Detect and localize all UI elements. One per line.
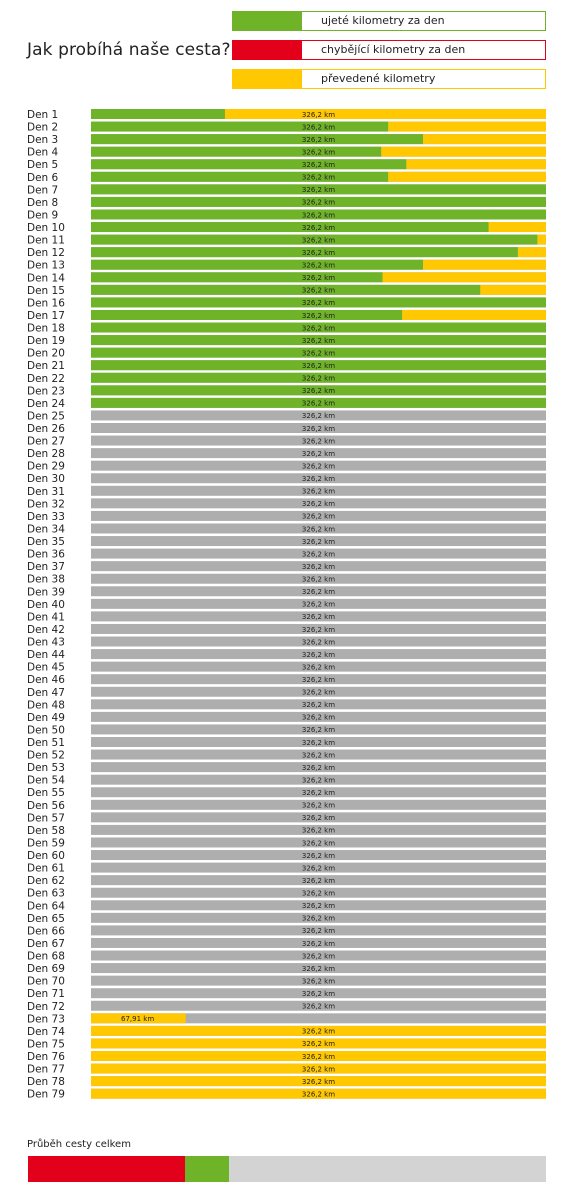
bar-value-label: 326,2 km: [301, 964, 336, 973]
bar-value-label: 326,2 km: [301, 399, 336, 408]
bar-carried: [423, 134, 546, 144]
day-label: Den 27: [27, 435, 65, 448]
bar-driven: [91, 260, 423, 270]
day-label: Den 62: [27, 875, 65, 888]
bar-value-label: 326,2 km: [301, 110, 336, 119]
bar-value-label: 326,2 km: [301, 286, 336, 295]
day-label: Den 9: [27, 209, 59, 222]
day-label: Den 36: [27, 548, 65, 561]
bar-carried: [489, 222, 546, 232]
day-label: Den 60: [27, 850, 65, 863]
total-progress-bar: [28, 1156, 546, 1182]
page-title: Jak probíhá naše cesta?: [27, 40, 231, 60]
bar-driven: [91, 134, 423, 144]
bar-value-label: 326,2 km: [301, 801, 336, 810]
bar-value-label: 326,2 km: [301, 412, 336, 421]
bar-value-label: 326,2 km: [301, 161, 336, 170]
day-label: Den 71: [27, 988, 65, 1001]
bar-driven: [91, 310, 402, 320]
day-label: Den 16: [27, 297, 65, 310]
bar-value-label: 326,2 km: [301, 349, 336, 358]
day-label: Den 12: [27, 247, 65, 260]
bar-value-label: 326,2 km: [301, 173, 336, 182]
bar-value-label: 326,2 km: [301, 638, 336, 647]
day-label: Den 15: [27, 284, 65, 297]
bar-value-label: 326,2 km: [301, 500, 336, 509]
bar-value-label: 326,2 km: [301, 512, 336, 521]
day-label: Den 24: [27, 397, 65, 410]
bar-value-label: 326,2 km: [301, 211, 336, 220]
bar-carried: [388, 172, 546, 182]
day-label: Den 21: [27, 360, 65, 373]
bar-driven: [91, 109, 225, 119]
day-label: Den 59: [27, 837, 65, 850]
legend-label-carried: převedené kilometry: [321, 72, 436, 85]
day-label: Den 64: [27, 900, 65, 913]
day-label: Den 69: [27, 963, 65, 976]
bar-value-label: 326,2 km: [301, 437, 336, 446]
day-label: Den 25: [27, 410, 65, 423]
day-label: Den 30: [27, 473, 65, 486]
bar-value-label: 326,2 km: [301, 299, 336, 308]
day-label: Den 56: [27, 799, 65, 812]
bar-carried: [537, 235, 546, 245]
day-label: Den 40: [27, 598, 65, 611]
day-label: Den 22: [27, 372, 65, 385]
day-label: Den 13: [27, 259, 65, 272]
bar-value-label: 326,2 km: [301, 738, 336, 747]
bar-value-label: 326,2 km: [301, 248, 336, 257]
day-label: Den 18: [27, 322, 65, 335]
bar-value-label: 326,2 km: [301, 462, 336, 471]
bar-value-label: 326,2 km: [301, 726, 336, 735]
day-label: Den 43: [27, 636, 65, 649]
day-label: Den 57: [27, 812, 65, 825]
day-label: Den 45: [27, 661, 65, 674]
day-label: Den 65: [27, 912, 65, 925]
day-label: Den 5: [27, 159, 59, 172]
day-label: Den 1: [27, 109, 59, 121]
bar-value-label: 326,2 km: [301, 613, 336, 622]
bar-value-label: 326,2 km: [301, 311, 336, 320]
day-label: Den 66: [27, 925, 65, 938]
total-driven-segment: [185, 1156, 229, 1182]
bar-value-label: 326,2 km: [301, 575, 336, 584]
bar-value-label: 326,2 km: [301, 851, 336, 860]
bar-value-label: 326,2 km: [301, 688, 336, 697]
bar-value-label: 326,2 km: [301, 713, 336, 722]
day-label: Den 46: [27, 674, 65, 687]
bar-carried: [402, 310, 546, 320]
bar-driven: [91, 285, 480, 295]
legend-label-driven: ujeté kilometry za den: [321, 14, 445, 27]
bar-carried: [406, 159, 546, 169]
bar-value-label: 326,2 km: [301, 600, 336, 609]
day-label: Den 35: [27, 536, 65, 549]
day-label: Den 14: [27, 272, 65, 285]
day-label: Den 53: [27, 762, 65, 775]
day-label: Den 17: [27, 309, 65, 322]
bar-value-label: 326,2 km: [301, 751, 336, 760]
bar-carried: [381, 147, 546, 157]
bar-value-label: 326,2 km: [301, 876, 336, 885]
bar-value-label: 326,2 km: [301, 588, 336, 597]
day-label: Den 68: [27, 950, 65, 963]
total-missing-segment: [28, 1156, 185, 1182]
day-label: Den 72: [27, 1000, 65, 1013]
bar-value-label: 326,2 km: [301, 487, 336, 496]
bar-value-label: 326,2 km: [301, 776, 336, 785]
bar-value-label: 326,2 km: [301, 525, 336, 534]
day-label: Den 2: [27, 121, 59, 134]
bar-value-label: 326,2 km: [301, 449, 336, 458]
bar-value-label: 326,2 km: [301, 1090, 336, 1099]
bar-value-label: 326,2 km: [301, 475, 336, 484]
day-label: Den 8: [27, 196, 59, 209]
bar-value-label: 326,2 km: [301, 1002, 336, 1011]
day-label: Den 4: [27, 146, 59, 159]
day-label: Den 19: [27, 335, 65, 348]
bar-value-label: 326,2 km: [301, 223, 336, 232]
day-label: Den 77: [27, 1063, 65, 1076]
legend-label-missing: chybějící kilometry za den: [321, 43, 466, 56]
bar-value-label: 326,2 km: [301, 123, 336, 132]
day-label: Den 49: [27, 711, 65, 724]
day-label: Den 28: [27, 448, 65, 461]
bar-value-label: 326,2 km: [301, 261, 336, 270]
day-label: Den 55: [27, 787, 65, 800]
day-label: Den 76: [27, 1051, 65, 1063]
day-label: Den 20: [27, 347, 65, 360]
bar-value-label: 326,2 km: [301, 914, 336, 923]
day-label: Den 10: [27, 222, 65, 235]
bar-value-label: 326,2 km: [301, 148, 336, 157]
day-label: Den 54: [27, 774, 65, 787]
bar-value-label: 326,2 km: [301, 939, 336, 948]
day-label: Den 52: [27, 749, 65, 762]
bar-value-label: 326,2 km: [301, 324, 336, 333]
bar-carried: [423, 260, 546, 270]
bar-driven: [91, 159, 406, 169]
day-label: Den 41: [27, 611, 65, 624]
bar-value-label: 326,2 km: [301, 763, 336, 772]
bar-value-label: 326,2 km: [301, 839, 336, 848]
total-progress-label: Průběh cesty celkem: [27, 1139, 131, 1150]
bar-driven: [91, 172, 388, 182]
bar-value-label: 326,2 km: [301, 952, 336, 961]
day-label: Den 6: [27, 171, 59, 184]
bar-value-label: 326,2 km: [301, 927, 336, 936]
bar-driven: [91, 272, 383, 282]
day-label: Den 11: [27, 234, 65, 247]
bar-value-label: 326,2 km: [301, 789, 336, 798]
day-label: Den 73: [27, 1013, 65, 1026]
bar-value-label: 326,2 km: [301, 1027, 336, 1036]
day-label: Den 70: [27, 975, 65, 988]
day-label: Den 26: [27, 423, 65, 435]
bar-carried: [388, 122, 546, 132]
day-label: Den 34: [27, 523, 65, 536]
bar-value-label: 326,2 km: [301, 1077, 336, 1086]
day-label: Den 75: [27, 1038, 65, 1051]
bar-driven: [91, 222, 489, 232]
day-label: Den 31: [27, 485, 65, 498]
day-label: Den 23: [27, 385, 65, 398]
day-label: Den 39: [27, 586, 65, 599]
bar-value-label: 326,2 km: [301, 424, 336, 433]
day-label: Den 58: [27, 824, 65, 837]
bar-carried: [383, 272, 546, 282]
bar-value-label: 326,2 km: [301, 889, 336, 898]
bar-value-label: 326,2 km: [301, 236, 336, 245]
bar-driven: [91, 147, 381, 157]
day-label: Den 32: [27, 498, 65, 511]
bar-value-label: 326,2 km: [301, 537, 336, 546]
bar-value-label: 326,2 km: [301, 650, 336, 659]
bar-value-label: 326,2 km: [301, 701, 336, 710]
bar-carried: [225, 109, 546, 119]
day-label: Den 29: [27, 460, 65, 473]
day-label: Den 48: [27, 699, 65, 712]
day-label: Den 3: [27, 134, 59, 147]
bar-value-label: 326,2 km: [301, 387, 336, 396]
bar-driven: [91, 122, 388, 132]
bar-value-label: 326,2 km: [301, 1040, 336, 1049]
bar-value-label: 326,2 km: [301, 1065, 336, 1074]
bar-value-label: 326,2 km: [301, 902, 336, 911]
day-label: Den 47: [27, 686, 65, 699]
day-label: Den 44: [27, 649, 65, 662]
day-label: Den 51: [27, 737, 65, 749]
day-label: Den 33: [27, 510, 65, 523]
day-label: Den 67: [27, 937, 65, 950]
day-label: Den 74: [27, 1025, 65, 1038]
bar-value-label: 67,91 km: [121, 1015, 155, 1024]
day-label: Den 63: [27, 887, 65, 900]
bar-value-label: 326,2 km: [301, 336, 336, 345]
bar-value-label: 326,2 km: [301, 814, 336, 823]
bar-value-label: 326,2 km: [301, 864, 336, 873]
bar-value-label: 326,2 km: [301, 977, 336, 986]
bar-value-label: 326,2 km: [301, 625, 336, 634]
bar-value-label: 326,2 km: [301, 676, 336, 684]
bar-value-label: 326,2 km: [301, 562, 336, 571]
bar-value-label: 326,2 km: [301, 990, 336, 998]
bar-value-label: 326,2 km: [301, 663, 336, 672]
bar-carried: [518, 247, 546, 257]
day-label: Den 37: [27, 561, 65, 574]
day-label: Den 78: [27, 1076, 65, 1089]
bar-value-label: 326,2 km: [301, 362, 336, 370]
day-label: Den 7: [27, 184, 59, 197]
day-label: Den 38: [27, 573, 65, 586]
bar-value-label: 326,2 km: [301, 186, 336, 195]
day-label: Den 61: [27, 862, 65, 875]
day-label: Den 79: [27, 1088, 65, 1101]
bar-value-label: 326,2 km: [301, 135, 336, 144]
bar-value-label: 326,2 km: [301, 274, 336, 283]
day-label: Den 50: [27, 724, 65, 737]
bar-carried: [480, 285, 546, 295]
bar-value-label: 326,2 km: [301, 198, 336, 207]
bar-value-label: 326,2 km: [301, 374, 336, 383]
bar-value-label: 326,2 km: [301, 550, 336, 559]
day-label: Den 42: [27, 623, 65, 636]
bar-value-label: 326,2 km: [301, 826, 336, 835]
bar-value-label: 326,2 km: [301, 1052, 336, 1061]
